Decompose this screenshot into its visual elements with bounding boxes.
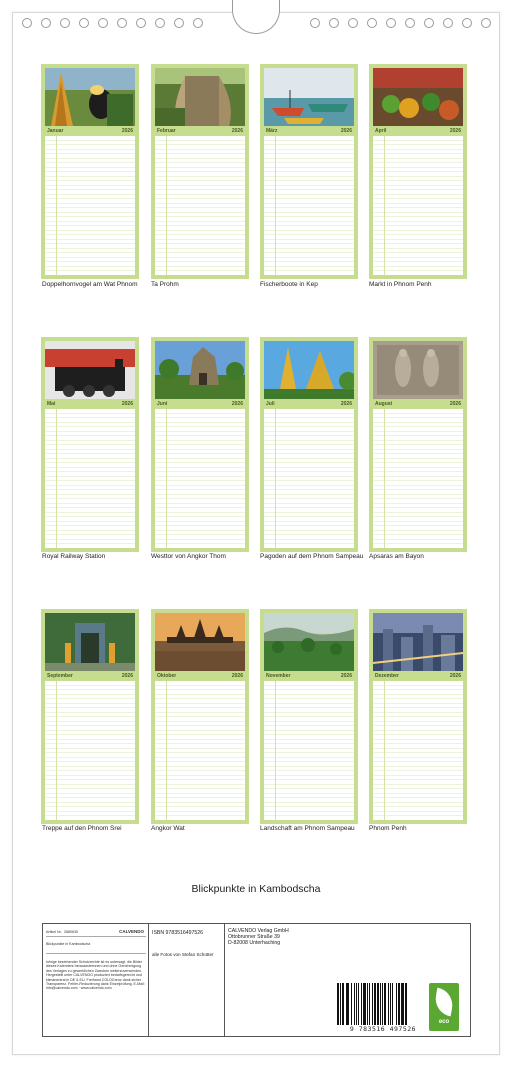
day-grid <box>373 681 463 820</box>
month-block-november <box>260 609 358 824</box>
month-year: 2026 <box>340 128 352 134</box>
article-label: Artikel Nr. <box>46 930 62 934</box>
barcode-stripe <box>398 983 400 1025</box>
month-name: Februar <box>157 128 176 134</box>
barcode-stripe <box>337 983 339 1025</box>
month-photo <box>264 68 354 126</box>
month-photo <box>45 341 135 399</box>
day-grid <box>264 409 354 548</box>
month-name: September <box>47 673 73 679</box>
binding-ring <box>174 18 184 28</box>
day-grid <box>373 136 463 275</box>
binding-ring <box>424 18 434 28</box>
isbn: ISBN 9783516497526 <box>152 930 204 936</box>
month-block-may <box>41 337 139 552</box>
photo-caption: Treppe auf den Phnom Srei <box>42 825 122 832</box>
month-year: 2026 <box>340 401 352 407</box>
day-grid <box>264 681 354 820</box>
month-year: 2026 <box>121 401 133 407</box>
barcode-stripe <box>388 983 389 1025</box>
month-year: 2026 <box>231 128 243 134</box>
binding-ring <box>367 18 377 28</box>
brand-logo: CALVENDO <box>119 929 144 934</box>
month-block-april <box>369 64 467 279</box>
month-photo <box>264 613 354 671</box>
legal-text: Infolge bestehender Schutzrechte ist es untersagt, die Bilder dieses Kalenders herauszutrennen und ohne Genehmigung des Verlages zu gewerblichen Zwecken weiterzuverwenden. Hergestellt unter CALVENDO produziert bedarfsgerecht und klimaneutral in DE & EU. Freihand COLOGrenz dank sicher Transparenz. Fehler-Reduzierung dank Einzelprüfung. E-Mail: info@calvendo.com · www.calvendo.com <box>46 960 145 991</box>
month-year: 2026 <box>121 673 133 679</box>
month-block-march <box>260 64 358 279</box>
barcode-stripe <box>380 983 381 1025</box>
month-year: 2026 <box>231 401 243 407</box>
month-name: Mai <box>47 401 56 407</box>
barcode-stripe <box>372 983 373 1025</box>
leaf-icon <box>433 988 455 1017</box>
binding-ring <box>405 18 415 28</box>
month-photo <box>45 68 135 126</box>
barcode <box>333 981 433 1035</box>
publisher-city: D-82008 Unterhaching <box>228 940 281 946</box>
eco-badge <box>429 983 459 1031</box>
month-name: April <box>375 128 387 134</box>
barcode-stripe <box>347 983 349 1025</box>
month-year: 2026 <box>449 128 461 134</box>
month-block-june <box>151 337 249 552</box>
barcode-number: 9 783516 497526 <box>349 1025 417 1033</box>
photo-caption: Apsaras am Bayon <box>369 553 424 560</box>
day-grid <box>45 136 135 275</box>
month-name: Juni <box>157 401 168 407</box>
binding-ring <box>310 18 320 28</box>
month-block-october <box>151 609 249 824</box>
photo-caption: Angkor Wat <box>151 825 185 832</box>
month-block-july <box>260 337 358 552</box>
barcode-stripe <box>358 983 359 1025</box>
day-grid <box>373 409 463 548</box>
barcode-stripe <box>354 983 355 1025</box>
month-block-august <box>369 337 467 552</box>
photo-credit: alle Fotos von Stefan Schütter <box>152 952 214 957</box>
month-photo <box>155 341 245 399</box>
month-photo <box>45 613 135 671</box>
month-year: 2026 <box>449 673 461 679</box>
month-year: 2026 <box>340 673 352 679</box>
barcode-stripe <box>342 983 344 1025</box>
photo-caption: Doppelhornvogel am Wat Phnom <box>42 281 138 288</box>
binding-ring <box>41 18 51 28</box>
month-photo <box>264 341 354 399</box>
barcode-stripe <box>346 983 347 1025</box>
barcode-stripe <box>402 983 404 1025</box>
barcode-stripe <box>377 983 379 1025</box>
barcode-stripe <box>351 983 352 1025</box>
photo-caption: Pagoden auf dem Phnom Sampeau <box>260 553 364 560</box>
photo-caption: Landschaft am Phnom Sampeau <box>260 825 355 832</box>
eco-label: eco <box>438 1019 450 1025</box>
photo-caption: Phnom Penh <box>369 825 407 832</box>
month-photo <box>373 68 463 126</box>
month-photo <box>373 613 463 671</box>
binding-ring <box>79 18 89 28</box>
day-grid <box>155 409 245 548</box>
binding-ring <box>462 18 472 28</box>
month-name: Dezember <box>375 673 399 679</box>
imprint-box <box>42 923 471 1037</box>
month-name: November <box>266 673 291 679</box>
photo-caption: Fischerboote in Kep <box>260 281 318 288</box>
product-title: Blickpunkte in Kambodscha <box>46 942 146 954</box>
barcode-stripe <box>369 983 370 1025</box>
photo-caption: Ta Prohm <box>151 281 179 288</box>
barcode-stripe <box>405 983 407 1025</box>
month-name: März <box>266 128 278 134</box>
binding-ring <box>22 18 32 28</box>
photo-caption: Markt in Phnom Penh <box>369 281 432 288</box>
barcode-stripe <box>396 983 397 1025</box>
month-block-september <box>41 609 139 824</box>
month-name: August <box>375 401 393 407</box>
barcode-stripe <box>361 983 363 1025</box>
month-photo <box>155 68 245 126</box>
binding-ring <box>348 18 358 28</box>
barcode-stripe <box>382 983 383 1025</box>
day-grid <box>45 681 135 820</box>
binding-ring <box>136 18 146 28</box>
barcode-stripe <box>390 983 392 1025</box>
barcode-stripe <box>384 983 386 1025</box>
binding-ring <box>443 18 453 28</box>
barcode-stripe <box>367 983 368 1025</box>
month-photo <box>155 613 245 671</box>
day-grid <box>155 136 245 275</box>
binding-ring <box>60 18 70 28</box>
binding-ring <box>386 18 396 28</box>
month-block-january <box>41 64 139 279</box>
month-name: Januar <box>47 128 64 134</box>
barcode-stripe <box>340 983 341 1025</box>
binding-ring <box>98 18 108 28</box>
binding-ring <box>193 18 203 28</box>
barcode-stripe <box>392 983 393 1025</box>
photo-caption: Westtor von Angkor Thom <box>151 553 226 560</box>
calendar-title: Blickpunkte in Kambodscha <box>191 883 321 895</box>
barcode-stripe <box>374 983 376 1025</box>
month-year: 2026 <box>121 128 133 134</box>
publisher-street: Ottobrunner Straße 39 <box>228 934 280 940</box>
day-grid <box>264 136 354 275</box>
month-photo <box>373 341 463 399</box>
publisher-name: CALVENDO Verlag GmbH <box>228 928 289 934</box>
day-grid <box>45 409 135 548</box>
binding-ring <box>481 18 491 28</box>
month-year: 2026 <box>231 673 243 679</box>
binding-ring <box>117 18 127 28</box>
barcode-bars <box>337 983 429 1025</box>
barcode-stripe <box>363 983 365 1025</box>
imprint-left-column <box>43 924 149 1036</box>
month-year: 2026 <box>449 401 461 407</box>
day-grid <box>155 681 245 820</box>
photo-caption: Royal Railway Station <box>42 553 106 560</box>
month-block-february <box>151 64 249 279</box>
barcode-stripe <box>356 983 358 1025</box>
binding-ring <box>155 18 165 28</box>
month-name: Oktober <box>157 673 177 679</box>
barcode-stripe <box>401 983 402 1025</box>
binding-ring <box>329 18 339 28</box>
month-name: Juli <box>266 401 275 407</box>
month-block-december <box>369 609 467 824</box>
article-number: 2680635 <box>64 930 78 934</box>
